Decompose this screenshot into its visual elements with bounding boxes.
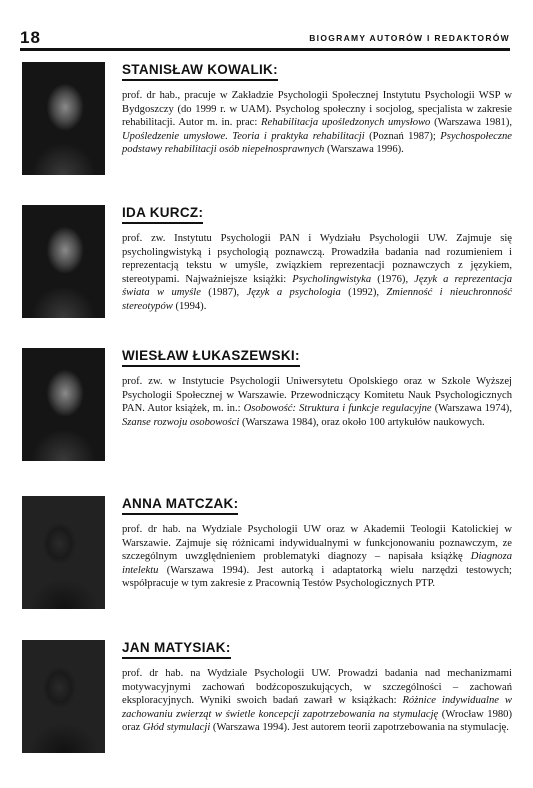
author-bio [122,232,512,314]
author-name: STANISŁAW KOWALIK: [122,62,278,81]
biography-entry [22,496,512,616]
bio-text: (Warszawa 1984), oraz około 100 artykułów naukowych. [239,416,485,428]
book-title: Głód stymulacji [142,722,211,734]
bio-text: (Warszawa 1996). [324,144,404,156]
author-photo [22,496,105,609]
author-photo [22,640,105,753]
author-bio [122,523,512,591]
author-bio [122,89,512,157]
author-bio [122,375,512,429]
bio-text: (Warszawa 1994). Jest autorem teorii zapotrzebowania na stymulację. [210,722,509,734]
bio-text: (Warszawa 1981), [430,117,512,129]
bio-text: (1992), [340,287,387,299]
biography-entry [22,640,512,760]
author-name: IDA KURCZ: [122,205,203,224]
author-name: ANNA MATCZAK: [122,496,238,515]
book-title: Psycholingwistyka [292,273,372,285]
bio-text: prof. dr hab. na Wydziale Psychologii UW oraz w Akademii Teologii Katolickiej w Warszawie. Zajmuje się różnicami indywidualnymi w funkcjonowaniu poznawczym, ze szczególnym uwzględnieniem problematyki diagnozy – napisała książkę [122,524,512,563]
page-number: 18 [20,28,41,47]
bio-text: prof. dr hab., pracuje w Zakładzie Psychologii Społecznej Instytutu Psychologii WSP w Bydgoszczy (do 1999 r. w UAM). Psycholog społeczny i socjolog, specjalista w zakresie rehabilitacji. Autor m. in. prac: [122,90,512,129]
book-title: Diagnoza intelektu [122,551,512,576]
author-bio [122,667,512,735]
book-title: Szanse rozwoju osobowości [122,416,240,428]
bio-text: prof. dr hab. na Wydziale Psychologii UW. Prowadzi badania nad mechanizmami motywacyjnymi zachowań bodźcoposzukujących, w szczególności – zachowań eksploracyjnych. Wyniki swoich badań zawarł w książkach: [122,668,512,707]
bio-text: prof. zw. Instytutu Psychologii PAN i Wydziału Psychologii UW. Zajmuje się psycholingwistyką i psychologią poznawczą. Prowadziła badania nad rozumieniem i reprezentacją tekstu w umyśle, związkiem reprezentacji poznawczych z językiem, stereotypami. Najważniejsze książki: [122,233,512,285]
bio-text: (1987), [200,287,247,299]
bio-text: (Poznań 1987); [364,130,441,142]
author-photo [22,205,105,318]
author-name: WIESŁAW ŁUKASZEWSKI: [122,348,300,367]
book-title: Upośledzenie umysłowe. Teoria i praktyka rehabilitacji [122,130,365,142]
author-name: JAN MATYSIAK: [122,640,231,659]
book-title: Język a reprezentacja świata w umyśle [122,273,512,299]
book-title: Różnice indywidualne w zachowaniu zwierząt w świetle koncepcji zapotrzebowania na stymulację [122,695,513,720]
author-photo [22,62,105,175]
bio-text: (1976), [371,273,415,285]
book-title: Rehabilitacja upośledzonych umysłowo [261,117,431,129]
book-title: Język a psychologia [246,287,341,299]
bio-text: (Wrocław 1980) oraz [122,708,512,734]
bio-text: (Warszawa 1974), [431,403,512,415]
book-title: Psychospołeczne podstawy rehabilitacji osób niepełnosprawnych [122,130,512,156]
biography-entry [22,62,512,182]
running-head: BIOGRAMY AUTORÓW I REDAKTORÓW [309,33,510,43]
book-title: Osobowość: Struktura i funkcje regulacyjne [243,403,432,415]
bio-text: (1994). [172,300,207,312]
bio-text: (Warszawa 1994). Jest autorką i adaptatorką wielu narzędzi testowych; współpracuje w tym zakresie z Pracownią Testów Psychologicznych PTP. [122,564,512,590]
book-title: Zmienność i nieuchronność stereotypów [122,287,512,312]
biography-entry [22,348,512,468]
page-header [20,30,510,51]
biography-entry [22,205,512,325]
author-photo [22,348,105,461]
bio-text: prof. zw. w Instytucie Psychologii Uniwersytetu Opolskiego oraz w Szkole Wyższej Psychologii Społecznej w Warszawie. Przewodniczący Komitetu Nauk Psychologicznych PAN. Autor książek, m. in.: [122,376,512,415]
